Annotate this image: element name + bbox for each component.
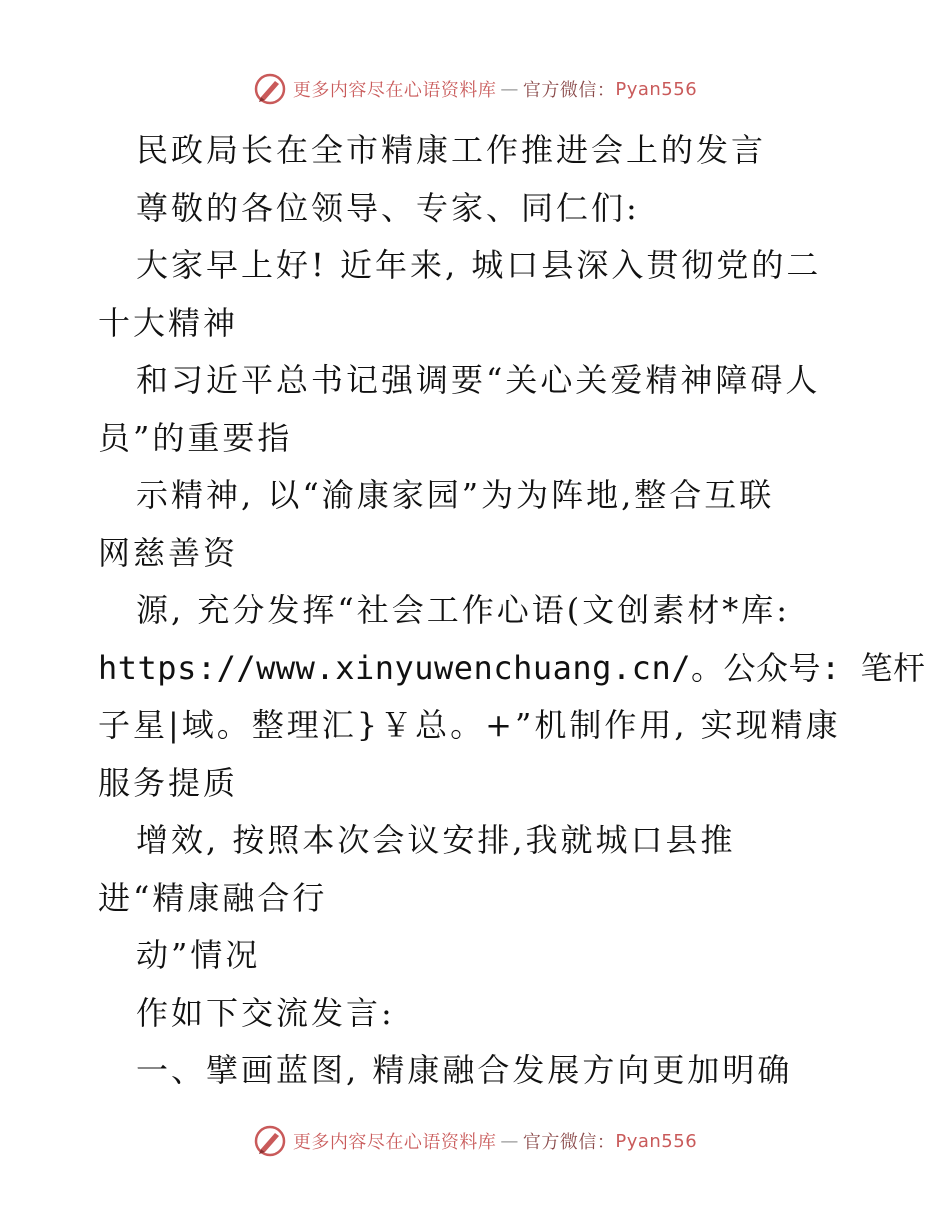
document-title: 民政局长在全市精康工作推进会上的发言 <box>136 131 767 169</box>
watermark-handle: Pyan556 <box>615 78 698 100</box>
paragraph-line: 子星|域。整理汇}￥总。+”机制作用, 实现精康 <box>98 706 841 744</box>
paragraph-line: 大家早上好! 近年来, 城口县深入贯彻党的二 <box>136 246 822 284</box>
paragraph-line: 示精神, 以“渝康家园”为为阵地,整合互联 <box>136 476 775 514</box>
paragraph-line: 动”情况 <box>136 936 261 974</box>
section-heading: 一、擘画蓝图, 精康融合发展方向更加明确 <box>136 1051 793 1089</box>
paragraph-line: 进“精康融合行 <box>98 878 328 917</box>
watermark-text: 更多内容尽在心语资料库 <box>292 1132 497 1153</box>
watermark-official: 官方微信： <box>522 1132 616 1153</box>
paragraph-line: 源, 充分发挥“社会工作心语(文创素材*库: <box>136 591 790 629</box>
header-watermark <box>0 72 950 106</box>
watermark-dash: — <box>500 78 519 100</box>
salutation: 尊敬的各位领导、专家、同仁们: <box>136 188 640 227</box>
paragraph-line: 员”的重要指 <box>98 418 293 457</box>
watermark-dash: — <box>500 1130 519 1152</box>
watermark-official: 官方微信： <box>522 80 616 101</box>
paragraph-line: 服务提质 <box>98 763 239 802</box>
footer-watermark <box>0 1124 950 1158</box>
watermark-handle: Pyan556 <box>615 1130 698 1152</box>
paragraph-line: 增效, 按照本次会议安排,我就城口县推 <box>136 821 736 859</box>
pen-logo-icon <box>253 72 287 106</box>
document-body <box>98 122 926 1100</box>
paragraph-line: 作如下交流发言: <box>136 993 395 1032</box>
paragraph-line: 十大精神 <box>98 303 239 342</box>
paragraph-line: 和习近平总书记强调要“关心关爱精神障碍人 <box>136 361 821 399</box>
url-line: https://www.xinyuwenchuang.cn/。公众号: 笔杆 <box>98 648 926 687</box>
watermark-text: 更多内容尽在心语资料库 <box>292 80 497 101</box>
paragraph-line: 网慈善资 <box>98 533 239 572</box>
pen-logo-icon <box>253 1124 287 1158</box>
